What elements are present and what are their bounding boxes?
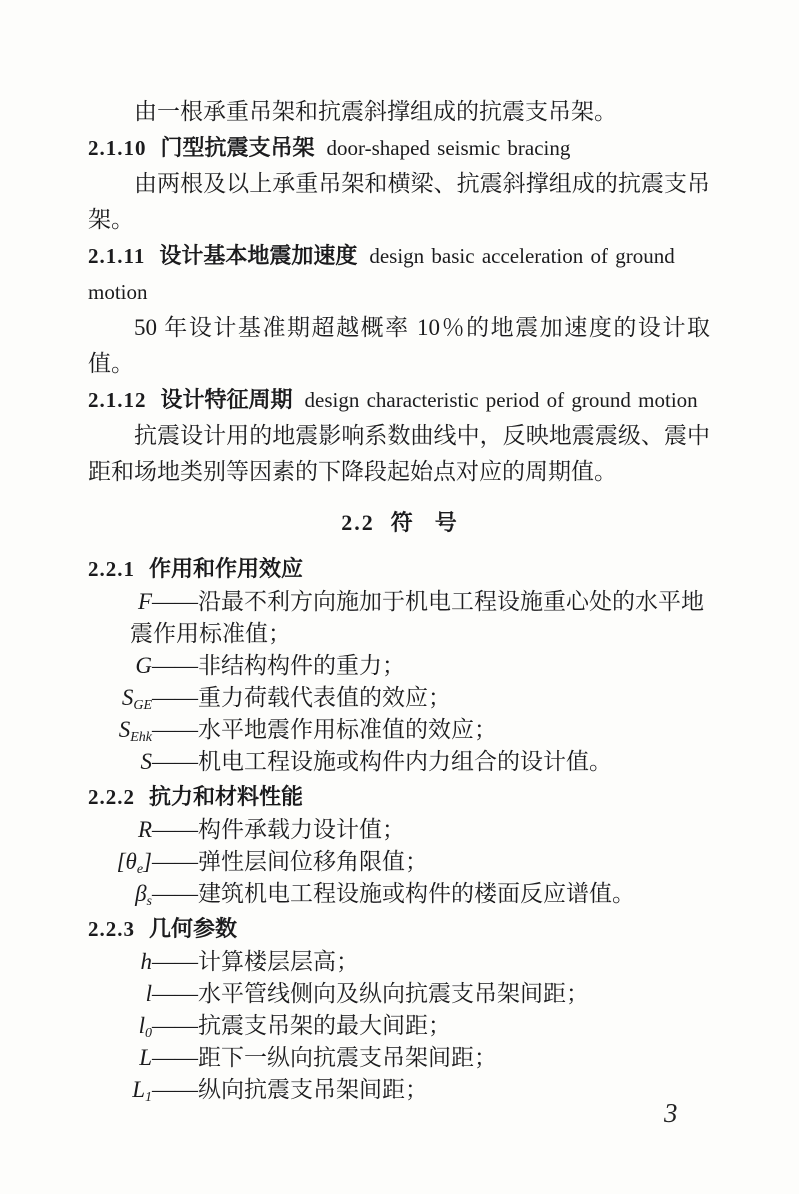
term-entry (88, 238, 710, 310)
symbol-entry (88, 978, 710, 1010)
symbol-entry (88, 1074, 710, 1106)
section-title: 符 号 (390, 510, 457, 535)
symbol-letter: l (145, 981, 152, 1006)
symbol-description: ——距下一纵向抗震支吊架间距； (152, 1045, 497, 1070)
symbol-letter: S (140, 749, 152, 774)
symbol-letter: [θ (116, 849, 137, 874)
symbol-description: ——沿最不利方向施加于机电工程设施重心处的水平地震作用标准值； (130, 589, 704, 646)
term-title-en: design basic acceleration of ground motion (88, 244, 675, 304)
symbol-subscript: Ehk (130, 730, 152, 745)
term-title-en: door-shaped seismic bracing (326, 136, 571, 160)
term-entry (88, 382, 710, 418)
symbol-label (88, 1074, 152, 1106)
symbol-subscript: 1 (145, 1090, 152, 1105)
subsection-heading (88, 780, 710, 814)
symbol-description: ——弹性层间位移角限值； (152, 849, 428, 874)
symbol-description: ——重力荷载代表值的效应； (152, 685, 451, 710)
symbol-description: ——建筑机电工程设施或构件的楼面反应谱值。 (152, 881, 635, 906)
symbol-letter: S (121, 685, 134, 710)
term-title-cn: 设计特征周期 (160, 387, 293, 412)
subsection-title: 几何参数 (149, 916, 238, 941)
term-number: 2.1.10 (88, 136, 147, 160)
symbol-entry (88, 650, 710, 682)
page-content (88, 94, 710, 1106)
subsection-number: 2.2.2 (88, 785, 135, 809)
symbol-label (88, 746, 152, 778)
symbol-label (88, 1042, 152, 1074)
symbol-label (88, 978, 152, 1010)
symbol-letter: G (135, 653, 152, 678)
subsection-heading (88, 552, 710, 586)
symbol-subscript: 0 (145, 1026, 152, 1041)
section-heading (88, 504, 710, 542)
symbol-letter: L (139, 1045, 152, 1070)
symbol-label (88, 682, 152, 714)
symbol-description: ——水平管线侧向及纵向抗震支吊架间距； (152, 981, 589, 1006)
symbol-entry (88, 682, 710, 714)
section-number: 2.2 (341, 510, 375, 535)
term-title-cn: 门型抗震支吊架 (160, 135, 315, 160)
symbol-label (88, 814, 152, 846)
symbol-letter: F (137, 589, 152, 614)
symbol-letter: l (138, 1013, 145, 1038)
symbol-entry (88, 714, 710, 746)
symbol-letter: β (135, 881, 147, 906)
symbol-entry (88, 846, 710, 878)
body-paragraph: 抗震设计用的地震影响系数曲线中，反映地震震级、震中距和场地类别等因素的下降段起始点对应的周期值。 (88, 423, 710, 484)
symbol-entry (88, 946, 710, 978)
symbol-description: ——构件承载力设计值； (152, 817, 405, 842)
term-title-cn: 设计基本地震加速度 (159, 243, 358, 268)
symbol-entry (88, 1010, 710, 1042)
symbol-label (88, 846, 152, 878)
symbol-letter-post: ] (143, 849, 152, 874)
symbol-entry (88, 878, 710, 910)
subsection-title: 作用和作用效应 (149, 556, 304, 581)
term-title-en: design characteristic period of ground motion (304, 388, 698, 412)
symbol-entry (88, 1042, 710, 1074)
symbol-letter: S (118, 717, 131, 742)
subsection-heading (88, 912, 710, 946)
symbol-description: ——水平地震作用标准值的效应； (152, 717, 497, 742)
symbol-label (88, 878, 152, 910)
page-number: 3 (664, 1098, 678, 1128)
body-paragraph: 50 年设计基准期超越概率 10％的地震加速度的设计取值。 (88, 315, 710, 376)
subsection-number: 2.2.1 (88, 557, 135, 581)
symbol-entry (88, 746, 710, 778)
symbol-label (88, 650, 152, 682)
symbol-letter: h (140, 949, 152, 974)
body-paragraph: 由两根及以上承重吊架和横梁、抗震斜撑组成的抗震支吊架。 (88, 171, 710, 232)
term-entry (88, 130, 710, 166)
symbol-label (88, 1010, 152, 1042)
symbol-letter: L (132, 1077, 145, 1102)
subsection-title: 抗力和材料性能 (149, 784, 304, 809)
symbol-description: ——计算楼层层高； (152, 949, 359, 974)
symbol-letter: R (137, 817, 152, 842)
symbol-entry (88, 586, 710, 650)
subsection-number: 2.2.3 (88, 917, 135, 941)
symbol-description: ——纵向抗震支吊架间距； (152, 1077, 428, 1102)
symbol-label (88, 714, 152, 746)
body-paragraph: 由一根承重吊架和抗震斜撑组成的抗震支吊架。 (134, 99, 617, 124)
term-number: 2.1.11 (88, 244, 146, 268)
symbol-description: ——机电工程设施或构件内力组合的设计值。 (152, 749, 612, 774)
symbol-subscript: GE (133, 698, 152, 713)
symbol-label (88, 586, 152, 618)
term-number: 2.1.12 (88, 388, 147, 412)
symbol-entry (88, 814, 710, 846)
symbol-description: ——抗震支吊架的最大间距； (152, 1013, 451, 1038)
symbol-subscript: e (136, 862, 144, 877)
symbol-label (88, 946, 152, 978)
symbol-description: ——非结构构件的重力； (152, 653, 405, 678)
symbol-subscript: s (146, 894, 152, 909)
